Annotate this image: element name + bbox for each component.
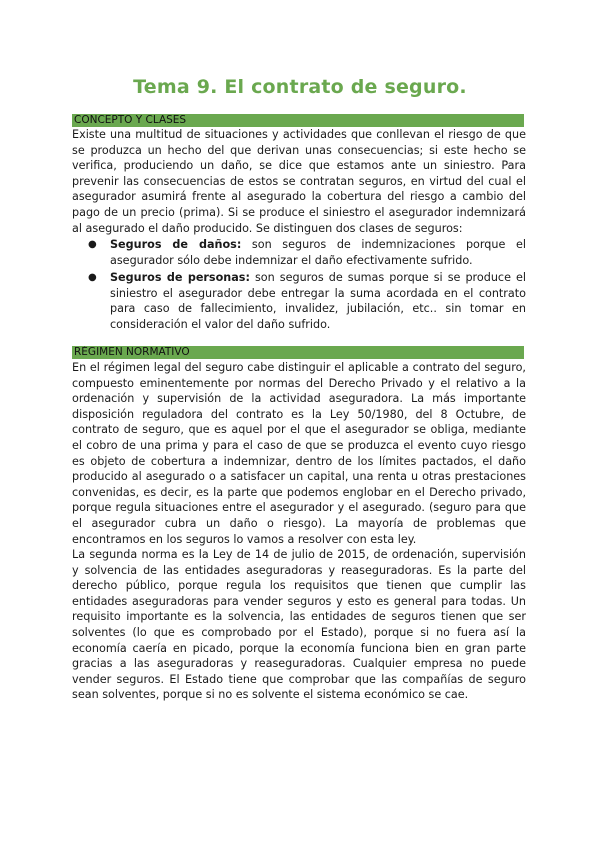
bullet-text: son seguros de sumas porque si se produce el siniestro el asegurador debe entregar la suma acordada en el contrato para caso de fallecimiento, invalidez, jubilación, etc.. sin tomar en consideración el valor del daño sufrido.	[110, 271, 526, 331]
document-title: Tema 9. El contrato de seguro.	[133, 76, 467, 98]
bullet-text: son seguros de indemnizaciones porque el asegurador sólo debe indemnizar el daño efectivamente sufrido.	[110, 238, 526, 267]
insurance-types-list	[72, 237, 526, 335]
list-item	[72, 270, 526, 332]
body-paragraph: La segunda norma es la Ley de 14 de julio de 2015, de ordenación, supervisión y solvencia de las entidades aseguradoras y reaseguradoras. Es la parte del derecho público, porque regula los requisitos que tienen que cumplir las entidades aseguradoras para vender seguros y esto es general para todas. Un requisito importante es la solvencia, las entidades de seguros tienen que ser solventes (lo que es comprobado por el Estado), porque si no fuera así la economía caería en picado, porque la economía funciona bien en gran parte gracias a las aseguradoras y reaseguradoras. Cualquier empresa no puede vender seguros. El Estado tiene que comprobar que las compañías de seguro sean solventes, porque si no es solvente el sistema económico se cae.	[72, 548, 526, 702]
bullet-icon: ●	[88, 239, 97, 250]
section-heading-concepto: CONCEPTO Y CLASES	[72, 114, 524, 127]
body-paragraph: En el régimen legal del seguro cabe distinguir el aplicable a contrato del seguro, compuesto eminentemente por normas del Derecho Privado y el relativo a la ordenación y supervisión de la actividad aseguradora. La más importante disposición reguladora del contrato es la Ley 50/1980, del 8 Octubre, de contrato de seguro, que es aquel por el que el asegurador se obliga, mediante el cobro de una prima y para el caso de que se produzca el evento cuyo riesgo es objeto de cobertura a indemnizar, dentro de los límites pactados, el daño producido al asegurado o a satisfacer un capital, una renta u otras prestaciones convenidas, es decir, es la parte que podemos englobar en el Derecho privado, porque regula situaciones entre el asegurador y el asegurado. (seguro para que el asegurador cubra un daño o riesgo). La mayoría de problemas que encontramos en los seguros lo vamos a resolver con esta ley.	[72, 361, 526, 546]
list-item	[72, 237, 526, 268]
section-heading-regimen: RÉGIMEN NORMATIVO	[72, 346, 524, 359]
bullet-term: Seguros de daños:	[110, 238, 242, 251]
bullet-icon: ●	[88, 272, 97, 284]
section-intro-paragraph: Existe una multitud de situaciones y actividades que conllevan el riesgo de que se produzca un hecho del que derivan unas consecuencias; si este hecho se verifica, produciendo un daño, se dice que estamos ante un siniestro. Para prevenir las consecuencias de estos se contratan seguros, en virtud del cual el asegurador asumirá frente al asegurado la cobertura del riesgo a cambio del pago de un precio (prima). Si se produce el siniestro el asegurador indemnizará al asegurado el daño producido. Se distinguen dos clases de seguros:	[72, 128, 526, 235]
bullet-term: Seguros de personas:	[110, 271, 250, 285]
